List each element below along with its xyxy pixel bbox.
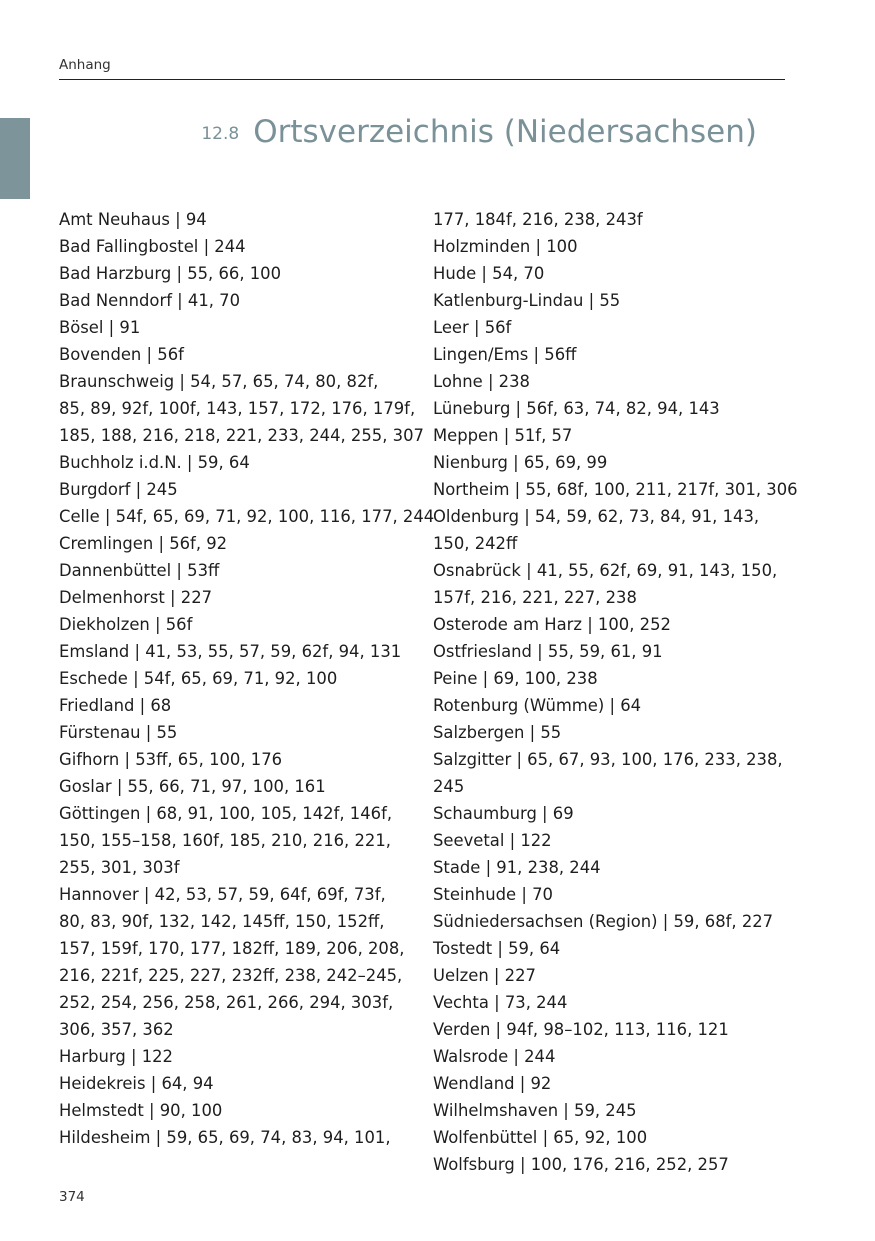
index-entry-line: Osterode am Harz | 100, 252 [433, 615, 671, 634]
index-entry-line: Leer | 56f [433, 318, 512, 337]
index-entry-line: 185, 188, 216, 218, 221, 233, 244, 255, 307 [59, 426, 424, 445]
index-entry-line: 306, 357, 362 [59, 1020, 174, 1039]
index-entry-line: Hildesheim | 59, 65, 69, 74, 83, 94, 101, [59, 1128, 391, 1147]
index-entry-line: Helmstedt | 90, 100 [59, 1101, 223, 1120]
index-entry-line: Tostedt | 59, 64 [433, 939, 561, 958]
index-entry-line: Verden | 94f, 98–102, 113, 116, 121 [433, 1020, 729, 1039]
index-entry-line: 252, 254, 256, 258, 261, 266, 294, 303f, [59, 993, 394, 1012]
index-entry-line: Bad Harzburg | 55, 66, 100 [59, 264, 282, 283]
index-entry-line: Wilhelmshaven | 59, 245 [433, 1101, 637, 1120]
index-entry-line: Südniedersachsen (Region) | 59, 68f, 227 [433, 912, 774, 931]
index-entry-line: Friedland | 68 [59, 696, 172, 715]
index-entry-line: Lüneburg | 56f, 63, 74, 82, 94, 143 [433, 399, 720, 418]
index-entry-line: 80, 83, 90f, 132, 142, 145ff, 150, 152ff, [59, 912, 385, 931]
section-title: Ortsverzeichnis (Niedersachsen) [253, 114, 757, 150]
index-entry-line: Ostfriesland | 55, 59, 61, 91 [433, 642, 663, 661]
index-entry-line: Burgdorf | 245 [59, 480, 178, 499]
index-entry-line: Lohne | 238 [433, 372, 530, 391]
index-entry-line: 255, 301, 303f [59, 858, 180, 877]
index-entry-line: Wolfsburg | 100, 176, 216, 252, 257 [433, 1155, 729, 1174]
index-entry-line: 245 [433, 777, 465, 796]
index-entry-line: Osnabrück | 41, 55, 62f, 69, 91, 143, 150, [433, 561, 778, 580]
index-entry-line: Lingen/Ems | 56ff [433, 345, 577, 364]
index-entry-line: Harburg | 122 [59, 1047, 173, 1066]
index-entry-line: 157f, 216, 221, 227, 238 [433, 588, 637, 607]
index-entry-line: 150, 242ff [433, 534, 518, 553]
section-heading [201, 114, 757, 150]
index-entry-line: Dannenbüttel | 53ff [59, 561, 220, 580]
index-entry-line: Braunschweig | 54, 57, 65, 74, 80, 82f, [59, 372, 379, 391]
index-entry-line: Fürstenau | 55 [59, 723, 178, 742]
index-entry-line: Schaumburg | 69 [433, 804, 574, 823]
index-entry-line: Bösel | 91 [59, 318, 141, 337]
index-entry-line: Katlenburg-Lindau | 55 [433, 291, 621, 310]
index-entry-line: Holzminden | 100 [433, 237, 578, 256]
page-number: 374 [59, 1189, 85, 1205]
index-entry-line: Steinhude | 70 [433, 885, 553, 904]
index-entry-line: Diekholzen | 56f [59, 615, 193, 634]
index-entry-line: Oldenburg | 54, 59, 62, 73, 84, 91, 143, [433, 507, 760, 526]
index-entry-line: Celle | 54f, 65, 69, 71, 92, 100, 116, 177, 244 [59, 507, 435, 526]
index-entry-line: 85, 89, 92f, 100f, 143, 157, 172, 176, 179f, [59, 399, 416, 418]
index-entry-line: Wolfenbüttel | 65, 92, 100 [433, 1128, 648, 1147]
index-entry-line: Gifhorn | 53ff, 65, 100, 176 [59, 750, 283, 769]
index-entry-line: 150, 155–158, 160f, 185, 210, 216, 221, [59, 831, 391, 850]
index-entry-line: Eschede | 54f, 65, 69, 71, 92, 100 [59, 669, 338, 688]
index-entry-line: Göttingen | 68, 91, 100, 105, 142f, 146f, [59, 804, 393, 823]
index-entry-line: Vechta | 73, 244 [433, 993, 568, 1012]
index-entry-line: Salzgitter | 65, 67, 93, 100, 176, 233, 238, [433, 750, 783, 769]
index-entry-line: Delmenhorst | 227 [59, 588, 213, 607]
index-entry-line: Wendland | 92 [433, 1074, 552, 1093]
index-entry-line: Hude | 54, 70 [433, 264, 545, 283]
index-entry-line: Emsland | 41, 53, 55, 57, 59, 62f, 94, 131 [59, 642, 402, 661]
index-entry-line: 177, 184f, 216, 238, 243f [433, 210, 643, 229]
index-entry-line: Bad Fallingbostel | 244 [59, 237, 246, 256]
index-entry-line: Salzbergen | 55 [433, 723, 562, 742]
index-entry-line: Rotenburg (Wümme) | 64 [433, 696, 642, 715]
section-number: 12.8 [201, 124, 240, 144]
index-entry-line: Uelzen | 227 [433, 966, 536, 985]
index-entry-line: Stade | 91, 238, 244 [433, 858, 601, 877]
index-entry-line: Hannover | 42, 53, 57, 59, 64f, 69f, 73f, [59, 885, 386, 904]
index-entry-line: Northeim | 55, 68f, 100, 211, 217f, 301, 306 [433, 480, 798, 499]
index-entry-line: Peine | 69, 100, 238 [433, 669, 598, 688]
running-head: Anhang [59, 57, 111, 73]
index-entry-line: Bovenden | 56f [59, 345, 184, 364]
index-entry-line: Meppen | 51f, 57 [433, 426, 573, 445]
index-column-right [433, 206, 798, 1178]
index-entry-line: Amt Neuhaus | 94 [59, 210, 207, 229]
index-entry-line: Goslar | 55, 66, 71, 97, 100, 161 [59, 777, 326, 796]
index-column-left [59, 206, 434, 1151]
index-entry-line: 216, 221f, 225, 227, 232ff, 238, 242–245, [59, 966, 403, 985]
index-entry-line: Cremlingen | 56f, 92 [59, 534, 228, 553]
index-entry-line: Seevetal | 122 [433, 831, 552, 850]
index-entry-line: Walsrode | 244 [433, 1047, 556, 1066]
header-rule [59, 79, 785, 80]
index-entry-line: Nienburg | 65, 69, 99 [433, 453, 608, 472]
index-entry-line: Bad Nenndorf | 41, 70 [59, 291, 241, 310]
index-entry-line: 157, 159f, 170, 177, 182ff, 189, 206, 208, [59, 939, 405, 958]
index-entry-line: Heidekreis | 64, 94 [59, 1074, 214, 1093]
index-entry-line: Buchholz i.d.N. | 59, 64 [59, 453, 250, 472]
chapter-side-tab [0, 118, 30, 199]
